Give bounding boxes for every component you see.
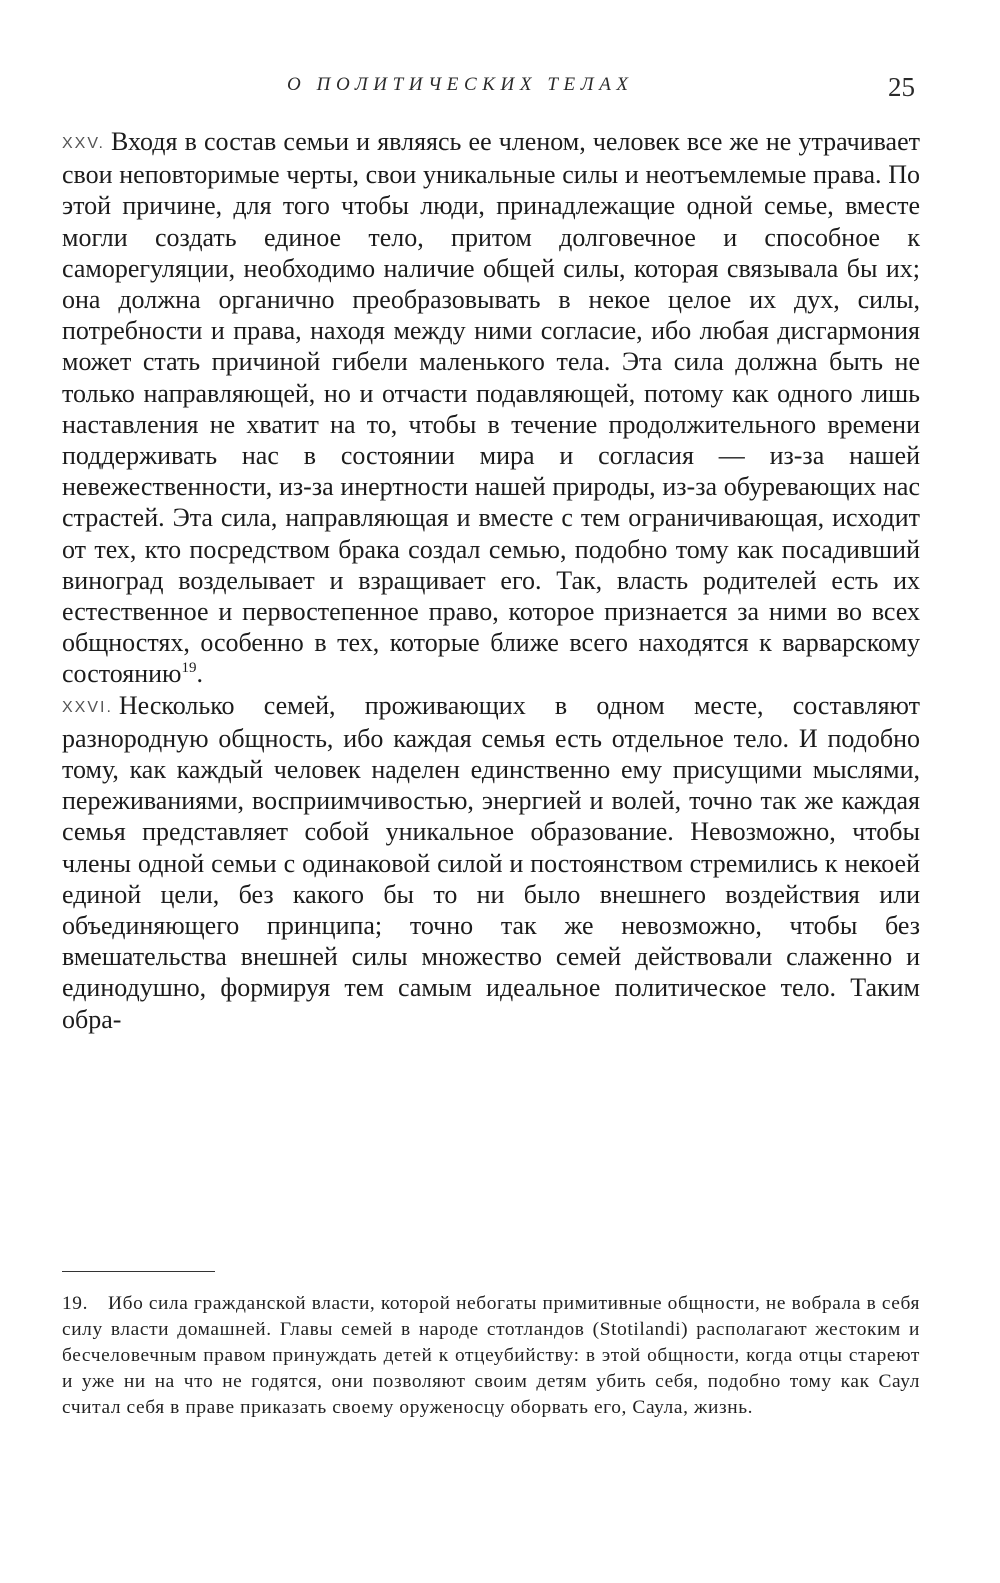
running-title: О ПОЛИТИЧЕСКИХ ТЕЛАХ bbox=[287, 74, 634, 95]
page-number: 25 bbox=[888, 72, 915, 102]
footnote-text: Ибо сила гражданской власти, которой небогаты примитивные общности, не вобрала в себя силу власти домашней. Главы семей в народе стотландов (Stotilandi) располагают жестоким и бесчеловечным правом принуждать детей к отцеубийству: в этой общности, когда отцы стареют и уже ни на что не годятся, они позволяют своим детям убить себя, подобно тому как Саул считал себя в праве приказать своему оруженосцу оборвать его, Саула, жизнь. bbox=[62, 1293, 920, 1418]
section-number: XXVI. bbox=[62, 698, 113, 716]
main-text bbox=[62, 126, 920, 1035]
paragraph-xxv: XXV. Входя в состав семьи и являясь ее членом, человек все же не утрачивает свои неповторимые черты, свои уникальные силы и неотъемлемые права. По этой причине, для того чтобы люди, принадлежащие одной семье, вместе могли создать единое тело, притом долговечное и способное к саморегуляции, необходимо наличие общей силы, которая связывала бы их; она должна органично преобразовывать в некое целое их дух, силы, потребности и права, находя между ними согласие, ибо любая дисгармония может стать причиной гибели маленького тела. Эта сила должна быть не только направляющей, но и отчасти подавляющей, потому как одного лишь наставления не хватит на то, чтобы в течение продолжительного времени поддерживать нас в состоянии мира и согласия — из-за нашей невежественности, из-за инертности нашей природы, из-за обуревающих нас страстей. Эта сила, направляющая и вместе с тем ограничивающая, исходит от тех, кто посредством брака создал семью, подобно тому как посадивший виноград возделывает и взращивает его. Так, власть родителей есть их естественное и первостепенное право, которое признается за ними во всех общностях, особенно в тех, которые ближе всего находятся к варварскому состоянию$^{19}$. bbox=[62, 127, 920, 689]
footnote-number: 19. bbox=[62, 1293, 89, 1314]
paragraph-text: Входя в состав семьи и являясь ее членом, человек все же не утрачивает свои неповторимые черты, свои уникальные силы и неотъемлемые права. По этой причине, для того чтобы люди, принадлежащие одной семье, вместе могли создать единое тело, притом долговечное и способное к саморегуляции, необходимо наличие общей силы, которая связывала бы их; она должна органично преобразовывать в некое целое их дух, силы, потребности и права, находя между ними согласие, ибо любая дисгармония может стать причиной гибели маленького тела. Эта сила должна быть не только направляющей, но и отчасти подавляющей, потому как одного лишь наставления не хватит на то, чтобы в течение продолжительного времени поддерживать нас в состоянии мира и согласия — из-за нашей невежественности, из-за инертности нашей природы, из-за обуревающих нас страстей. Эта сила, направляющая и вместе с тем ограничивающая, исходит от тех, кто посредством брака создал семью, подобно тому как посадивший виноград возделывает и взращивает его. Так, власть родителей есть их естественное и первостепенное право, которое признается за ними во всех общностях, особенно в тех, которые ближе всего находятся к варварскому состоянию bbox=[62, 127, 920, 689]
section-number: XXV. bbox=[62, 135, 105, 152]
footnote-reference[interactable]: 19 bbox=[181, 660, 197, 677]
footnote bbox=[62, 1291, 920, 1421]
paragraph-text: Несколько семей, проживающих в одном месте, составляют разнородную общность, ибо каждая семья есть отдельное тело. И подобно тому, как каждый человек наделен единственно ему присущими мыслями, переживаниями, восприимчивостью, энергией и волей, точно так же каждая семья представляет собой уникальное образование. Невозможно, чтобы члены одной семьи с одинаковой силой и постоянством стремились к некоей единой цели, без какого бы то ни было внешнего воздействия или объединяющего принципа; точно так же невозможно, чтобы без вмешательства внешней силы множество семей действовали слаженно и единодушно, формируя тем самым идеальное политическое тело. Таким обра- bbox=[62, 690, 920, 1034]
running-head bbox=[0, 72, 1000, 102]
footnote-divider bbox=[62, 1271, 215, 1272]
paragraph-xxvi bbox=[62, 690, 920, 1035]
